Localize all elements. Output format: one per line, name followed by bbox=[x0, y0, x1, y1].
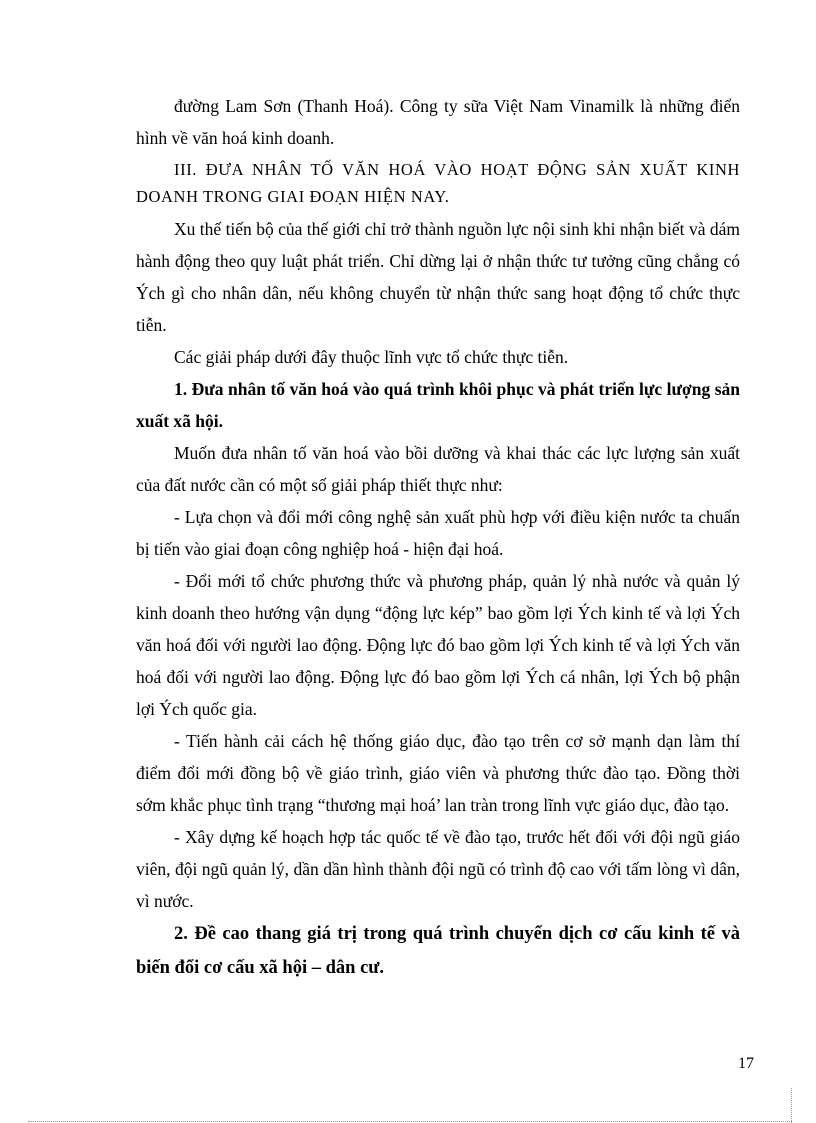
subheading-2: 2. Đề cao thang giá trị trong quá trình chuyển dịch cơ cấu kinh tế và biến đổi cơ cấu xã hội – dân cư. bbox=[136, 924, 740, 978]
page-right-border bbox=[791, 1088, 792, 1123]
bullet-education-reform: - Tiến hành cải cách hệ thống giáo dục, đào tạo trên cơ sở mạnh dạn làm thí điểm đổi mới đồng bộ về giáo trình, giáo viên và phương thức đào tạo. Đồng thời sớm khắc phục tình trạng “thương mại hoá’ lan tràn trong lĩnh vực giáo dục, đào tạo. bbox=[136, 731, 740, 815]
page-number: 17 bbox=[738, 1055, 754, 1072]
bullet-management: - Đổi mới tổ chức phương thức và phương pháp, quản lý nhà nước và quản lý kinh doanh theo hướng vận dụng “động lực kép” bao gồm lợi Ých kinh tế và lợi Ých văn hoá đối với người lao động. Động lực đó bao gồm lợi Ých kinh tế và lợi Ých văn hoá đối với người lao động. Động lực đó bao gồm lợi Ých cá nhân, lợi Ých bộ phận lợi Ých quốc gia. bbox=[136, 571, 740, 719]
bullet-international-cooperation: - Xây dựng kế hoạch hợp tác quốc tế về đào tạo, trước hết đối với đội ngũ giáo viên, đội ngũ quản lý, dần dần hình thành đội ngũ có trình độ cao với tấm lòng vì dân, vì nước. bbox=[136, 827, 740, 911]
paragraph-intro-continuation: đường Lam Sơn (Thanh Hoá). Công ty sữa Việt Nam Vinamilk là những điển hình về văn hoá kinh doanh. bbox=[136, 96, 740, 148]
paragraph-trend: Xu thế tiến bộ của thế giới chỉ trở thành nguồn lực nội sinh khi nhận biết và dám hành động theo quy luật phát triển. Chỉ dừng lại ở nhận thức tư tưởng cũng chẳng có Ých gì cho nhân dân, nếu không chuyển từ nhận thức sang hoạt động tổ chức thực tiễn. bbox=[136, 219, 740, 335]
bullet-technology: - Lựa chọn và đổi mới công nghệ sản xuất phù hợp với điều kiện nước ta chuẩn bị tiến vào giai đoạn công nghiệp hoá - hiện đại hoá. bbox=[136, 507, 740, 559]
document-body bbox=[136, 90, 740, 985]
page-bottom-border bbox=[28, 1121, 792, 1122]
paragraph-cultural-factor: Muốn đưa nhân tố văn hoá vào bồi dưỡng và khai thác các lực lượng sản xuất của đất nước cần có một số giải pháp thiết thực như: bbox=[136, 443, 740, 495]
section-heading-iii: III. ĐƯA NHÂN TỐ VĂN HOÁ VÀO HOẠT ĐỘNG SẢN XUẤT KINH DOANH TRONG GIAI ĐOẠN HIỆN NAY. bbox=[136, 160, 740, 206]
paragraph-solutions-intro: Các giải pháp dưới đây thuộc lĩnh vực tổ chức thực tiễn. bbox=[174, 347, 569, 367]
subheading-1: 1. Đưa nhân tố văn hoá vào quá trình khôi phục và phát triển lực lượng sản xuất xã hội. bbox=[136, 379, 740, 431]
